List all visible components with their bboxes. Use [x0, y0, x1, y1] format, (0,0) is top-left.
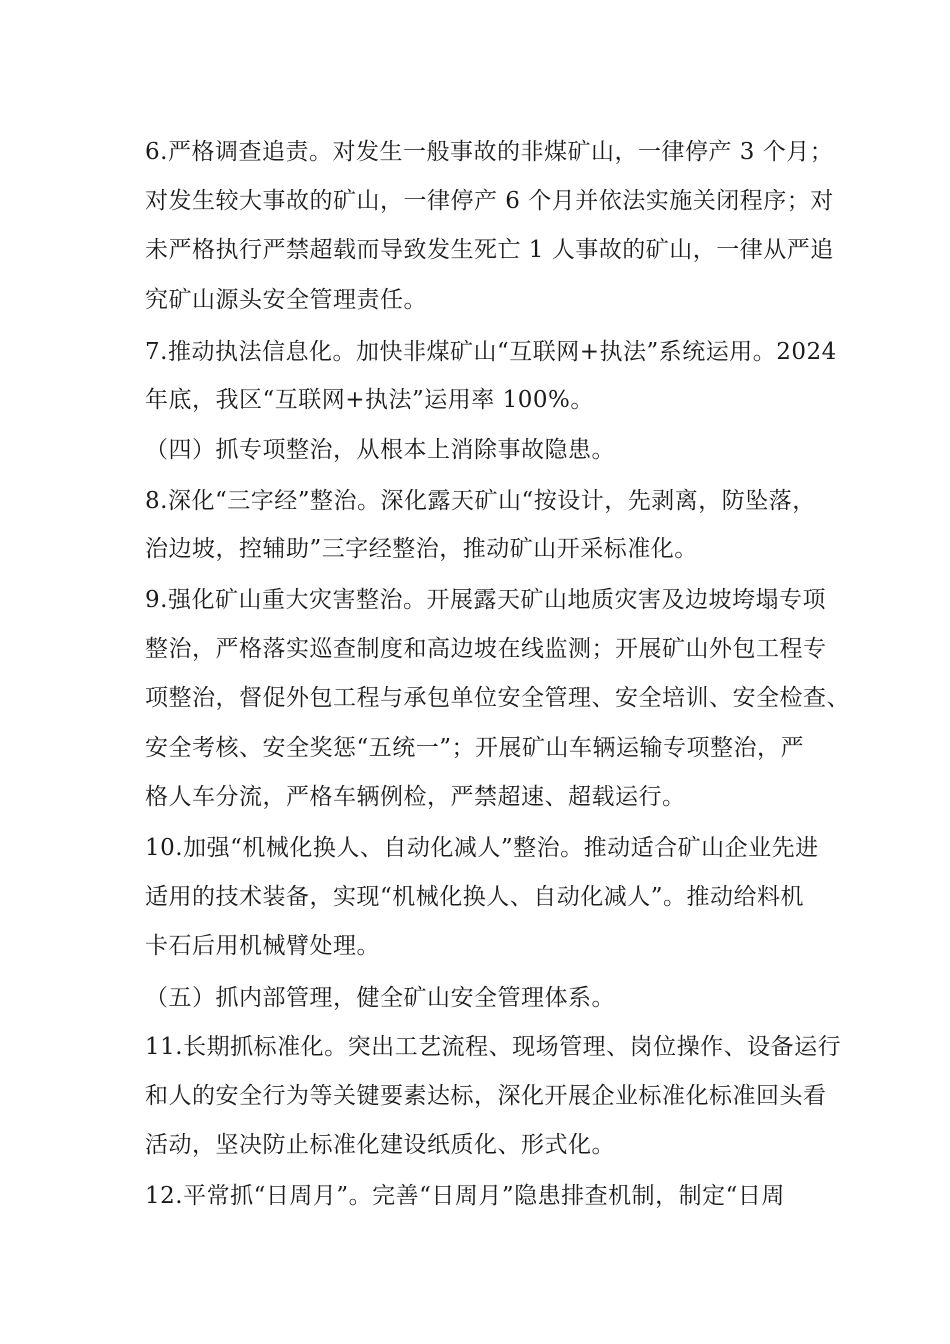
text-line: 适用的技术装备，实现“机械化换人、自动化减人”。推动给料机	[145, 884, 805, 910]
text-line: 12.平常抓“日周月”。完善“日周月”隐患排查机制，制定“日周	[145, 1183, 785, 1209]
text-line: 7.推动执法信息化。加快非煤矿山“互联网+执法”系统运用。2024	[145, 339, 837, 365]
text-line: 11.长期抓标准化。突出工艺流程、现场管理、岗位操作、设备运行	[145, 1034, 842, 1060]
text-line: 安全考核、安全奖惩“五统一”；开展矿山车辆运输专项整治，严	[145, 735, 805, 761]
text-line: 未严格执行严禁超载而导致发生死亡 1 人事故的矿山，一律从严追	[145, 237, 834, 263]
text-line: 卡石后用机械臂处理。	[145, 933, 380, 959]
text-line: 10.加强“机械化换人、自动化减人”整治。推动适合矿山企业先进	[145, 835, 819, 861]
text-line: 治边坡，控辅助”三字经整治，推动矿山开采标准化。	[145, 536, 698, 562]
section-heading: （四）抓专项整治，从根本上消除事故隐患。	[145, 437, 615, 463]
text-line: 活动，坚决防止标准化建设纸质化、形式化。	[145, 1132, 615, 1158]
text-line: 项整治，督促外包工程与承包单位安全管理、安全培训、安全检查、	[145, 685, 850, 711]
text-line: 9.强化矿山重大灾害整治。开展露天矿山地质灾害及边坡垮塌专项	[145, 587, 826, 613]
text-line: 格人车分流，严格车辆例检，严禁超速、超载运行。	[145, 784, 686, 810]
text-line: 对发生较大事故的矿山，一律停产 6 个月并依法实施关闭程序；对	[145, 188, 834, 214]
text-line: 6.严格调查追责。对发生一般事故的非煤矿山，一律停产 3 个月；	[145, 139, 834, 165]
section-heading: （五）抓内部管理，健全矿山安全管理体系。	[145, 985, 615, 1011]
text-line: 和人的安全行为等关键要素达标，深化开展企业标准化标准回头看	[145, 1083, 827, 1109]
text-line: 整治，严格落实巡查制度和高边坡在线监测；开展矿山外包工程专	[145, 636, 827, 662]
text-line: 8.深化“三字经”整治。深化露天矿山“按设计，先剥离，防坠落，	[145, 488, 816, 514]
text-line: 年底，我区“互联网+执法”运用率 100%。	[145, 387, 594, 413]
text-line: 究矿山源头安全管理责任。	[145, 287, 427, 313]
